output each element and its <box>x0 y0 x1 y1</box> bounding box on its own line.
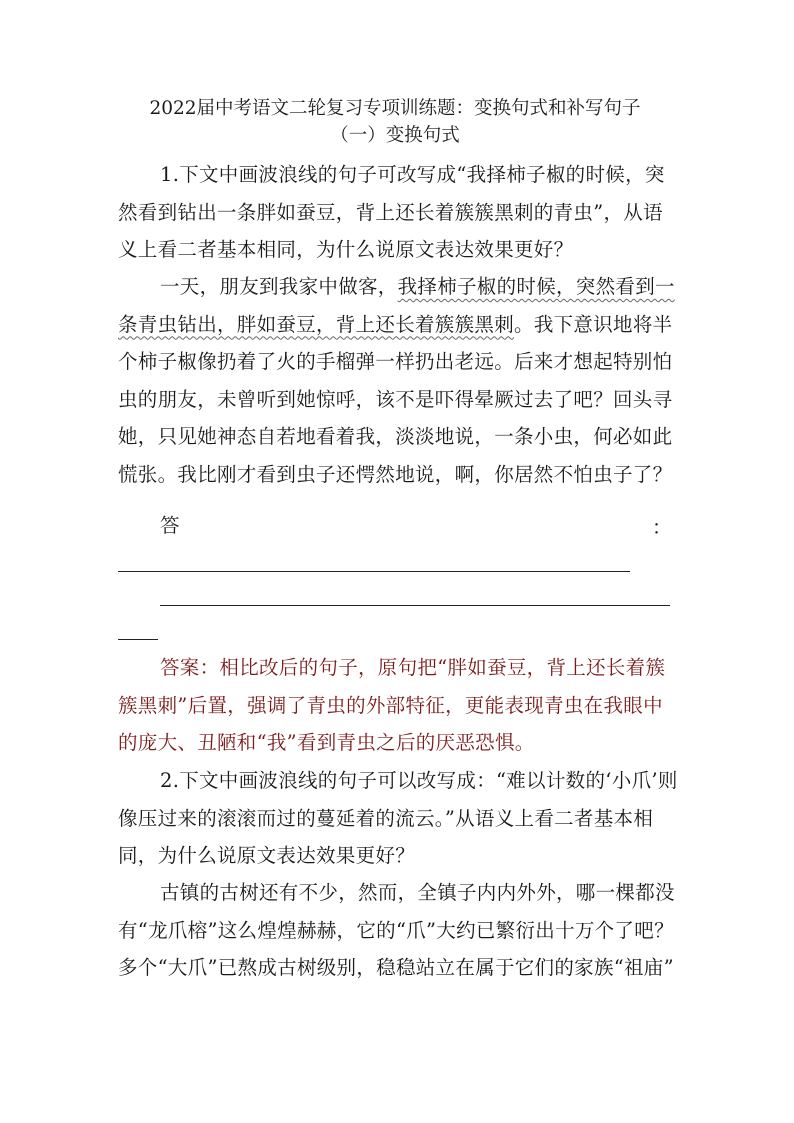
wavy-underlined-sentence: 我择柿子椒的时候，突然看到一条青虫钻出，胖如蚕豆，背上还长着簇簇黑刺 <box>118 275 675 336</box>
passage-1 <box>118 268 678 493</box>
answer-blank-line-3[interactable] <box>118 639 158 640</box>
answer-blank-line-1[interactable] <box>118 571 630 572</box>
answer-label: 答 <box>160 514 180 537</box>
passage-1-rest: 。我下意识地将半个柿子椒像扔着了火的手榴弹一样扔出老远。后来才想起特别怕虫的朋友，未曾听到她惊呼，该不是吓得晕厥过去了吧？回头寻她，只见她神态自若地看着我，淡淡地说，一条小虫，何必如此慌张。我比刚才看到虫子还愕然地说，啊，你居然不怕虫子了？ <box>118 312 673 486</box>
answer-1: 答案：相比改后的句子，原句把“胖如蚕豆，背上还长着簇簇黑刺”后置，强调了青虫的外部特征，更能表现青虫在我眼中的庞大、丑陋和“我”看到青虫之后的厌恶恐惧。 <box>118 656 666 754</box>
answer-blank-line-2[interactable] <box>160 605 670 606</box>
question-2: 2.下文中画波浪线的句子可以改写成：“难以计数的‘小爪’则像压过来的滚滚而过的蔓延着的流云。”从语义上看二者基本相同，为什么说原文表达效果更好？ <box>118 769 678 867</box>
passage-1-start: 一天，朋友到我家中做客， <box>160 275 398 298</box>
page-title: 2022届中考语文二轮复习专项训练题：变换句式和补写句子 <box>149 98 641 119</box>
section-title: （一）变换句式 <box>330 125 460 146</box>
answer-colon: ： <box>652 516 672 539</box>
question-1: 1.下文中画波浪线的句子可改写成“我择柿子椒的时候，突然看到钻出一条胖如蚕豆，背上还长着簇簇黑刺的青虫”，从语义上看二者基本相同，为什么说原文表达效果更好？ <box>118 163 665 261</box>
passage-2: 古镇的古树还有不少，然而，全镇子内内外外，哪一棵都没有“龙爪榕”这么煌煌赫赫，它的“爪”大约已繁衍出十万个了吧？多个“大爪”已熬成古树级别，稳稳站立在属于它们的家族“祖庙” <box>118 881 675 979</box>
